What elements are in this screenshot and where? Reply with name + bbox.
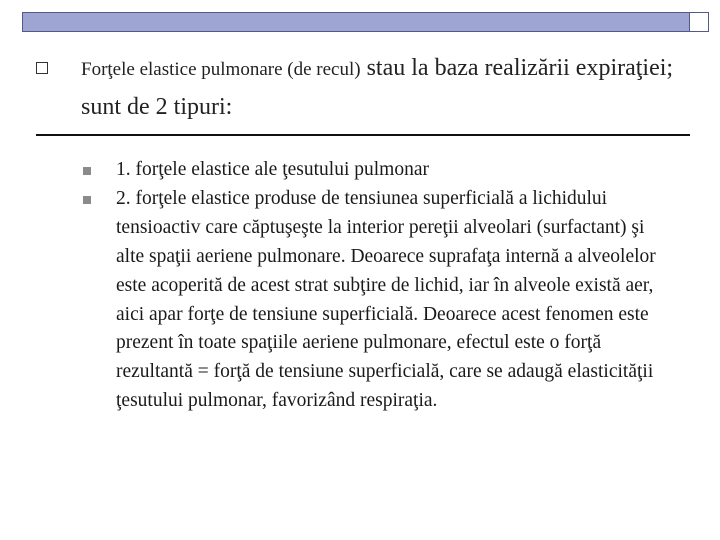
list-item — [83, 185, 673, 416]
divider-line — [36, 134, 690, 136]
header-corner-box — [689, 12, 709, 32]
square-bullet-icon — [83, 196, 91, 204]
list-item-text: 1. forţele elastice ale ţesutului pulmonar — [116, 159, 429, 180]
slide-heading — [81, 50, 691, 128]
list-item — [83, 156, 673, 185]
heading-part-2: stau la baza realizării expiraţiei; sunt de 2 tipuri: — [81, 55, 674, 120]
hollow-square-bullet-icon — [36, 62, 48, 74]
square-bullet-icon — [83, 167, 91, 175]
list-item-text: 2. forţele elastice produse de tensiunea superficială a lichidului tensioactiv care căptuşeşte la interior pereţii alveolari (surfactant) şi alte spaţii aeriene pulmonare. Deoarece suprafaţa internă a alveolelor este acoperită de acest strat subţire de lichid, iar în alveole există aer, aici apar forţe de tensiune superficială. Deoarece acest fenomen este prezent în toate spaţiile aeriene pulmonare, efectul este o forţă rezultantă = forţă de tensiune superficială, care se adaugă elasticităţii ţesutului pulmonar, favorizând respiraţia. — [116, 187, 656, 412]
header-bar — [22, 12, 690, 32]
sub-bullet-list — [83, 156, 673, 416]
heading-part-1: Forţele elastice pulmonare (de recul) — [81, 59, 361, 80]
